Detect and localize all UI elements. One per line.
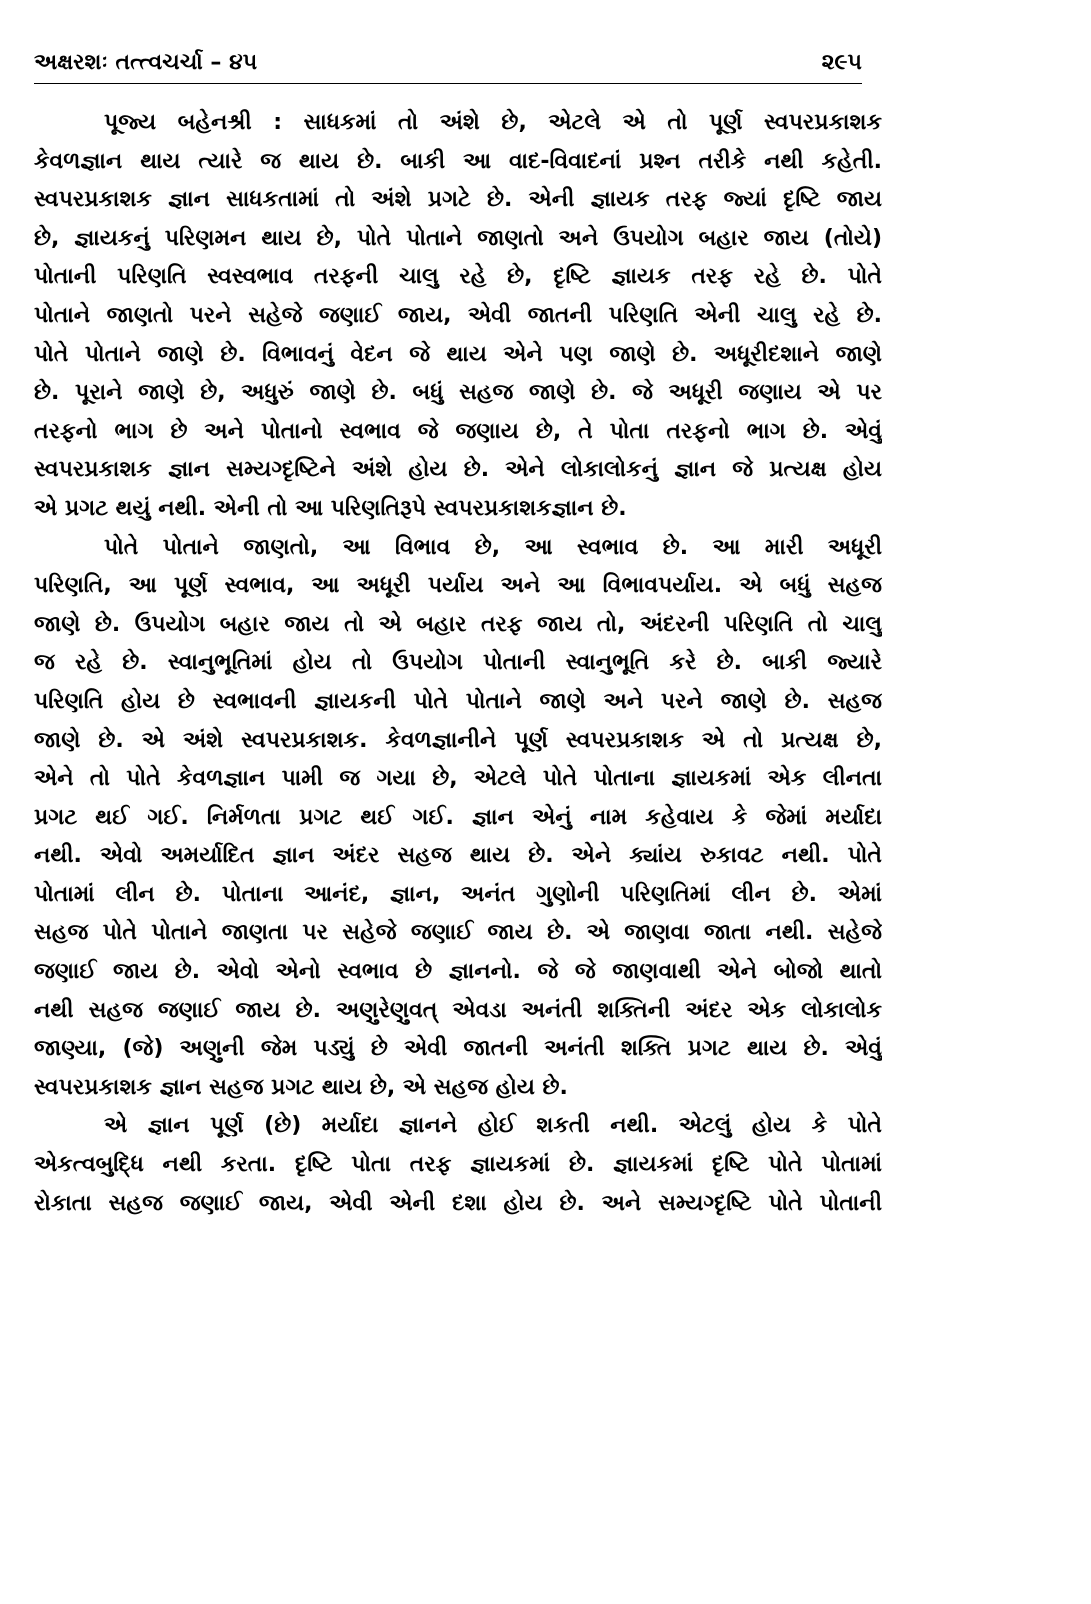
text-line: એને તો પોતે કેવળજ્ઞાન પામી જ ગયા છે, એટલે પોતે પોતાના જ્ઞાયકમાં એક લીનતા — [34, 766, 882, 792]
text-line: પોતે પોતાને જાણે છે. વિભાવનું વેદન જે થાય એને પણ જાણે છે. અધૂરીદશાને જાણે — [34, 341, 882, 367]
paragraph-3 — [34, 1107, 882, 1223]
text-line: સહજ પોતે પોતાને જાણતા પર સહેજે જણાઈ જાય છે. એ જાણવા જાતા નથી. સહેજે — [34, 920, 882, 946]
text-line: એ જ્ઞાન પૂર્ણ (છે) મર્યાદા જ્ઞાનને હોઈ શકતી નથી. એટલું હોય કે પોતે — [104, 1113, 882, 1139]
body-text — [34, 104, 882, 1223]
text-line: પૂજ્ય બહેનશ્રી : સાધકમાં તો અંશે છે, એટલે એ તો પૂર્ણ સ્વપરપ્રકાશક — [104, 110, 882, 135]
text-line: છે, જ્ઞાયકનું પરિણમન થાય છે, પોતે પોતાને જાણતો અને ઉપયોગ બહાર જાય (તોયે) — [34, 225, 882, 251]
text-line: સ્વપરપ્રકાશક જ્ઞાન સમ્યગ્દૃષ્ટિને અંશે હોય છે. એને લોકાલોકનું જ્ઞાન જે પ્રત્યક્ષ હોય — [34, 457, 882, 483]
text-line: નથી સહજ જણાઈ જાય છે. અણુરેણુવત્ એવડા અનંતી શક્તિની અંદર એક લોકાલોક — [34, 997, 882, 1023]
text-line: પરિણતિ હોય છે સ્વભાવની જ્ઞાયકની પોતે પોતાને જાણે અને પરને જાણે છે. સહજ — [34, 688, 882, 714]
text-line: એ પ્રગટ થયું નથી. એની તો આ પરિણતિરૂપે સ્વપરપ્રકાશકજ્ઞાન છે. — [34, 495, 627, 521]
text-line: રોકાતા સહજ જણાઈ જાય, એવી એની દશા હોય છે. અને સમ્યગ્દૃષ્ટિ પોતે પોતાની — [34, 1190, 882, 1216]
header-title: અક્ષરશઃ તત્ત્વચર્ચા – ૪૫ — [34, 50, 258, 75]
text-line: પોતાની પરિણતિ સ્વસ્વભાવ તરફની ચાલુ રહે છે, દૃષ્ટિ જ્ઞાયક તરફ રહે છે. પોતે — [34, 264, 882, 290]
text-line: પોતામાં લીન છે. પોતાના આનંદ, જ્ઞાન, અનંત ગુણોની પરિણતિમાં લીન છે. એમાં — [34, 881, 882, 907]
text-line: પોતાને જાણતો પરને સહેજે જણાઈ જાય, એવી જાતની પરિણતિ એની ચાલુ રહે છે. — [34, 302, 882, 328]
text-line: સ્વપરપ્રકાશક જ્ઞાન સાધકતામાં તો અંશે પ્રગટે છે. એની જ્ઞાયક તરફ જ્યાં દૃષ્ટિ જાય — [34, 187, 882, 213]
text-line: જાણ્યા, (જે) અણુની જેમ પડ્યું છે એવી જાતની અનંતી શક્તિ પ્રગટ થાય છે. એવું — [34, 1036, 882, 1062]
text-line: એકત્વબુદ્ધિ નથી કરતા. દૃષ્ટિ પોતા તરફ જ્ઞાયકમાં છે. જ્ઞાયકમાં દૃષ્ટિ પોતે પોતામાં — [34, 1152, 882, 1178]
text-line: જાણે છે. ઉપયોગ બહાર જાય તો એ બહાર તરફ જાય તો, અંદરની પરિણતિ તો ચાલુ — [34, 611, 882, 637]
text-line: નથી. એવો અમર્યાદિત જ્ઞાન અંદર સહજ થાય છે. એને ક્યાંય રુકાવટ નથી. પોતે — [34, 843, 882, 869]
text-line: જણાઈ જાય છે. એવો એનો સ્વભાવ છે જ્ઞાનનો. જે જે જાણવાથી એને બોજો થાતો — [34, 959, 882, 985]
text-line: પરિણતિ, આ પૂર્ણ સ્વભાવ, આ અધૂરી પર્યાય અને આ વિભાવપર્યાય. એ બધું સહજ — [34, 573, 882, 599]
text-line: સ્વપરપ્રકાશક જ્ઞાન સહજ પ્રગટ થાય છે, એ સહજ હોય છે. — [34, 1074, 568, 1100]
text-line: પ્રગટ થઈ ગઈ. નિર્મળતા પ્રગટ થઈ ગઈ. જ્ઞાન એનું નામ કહેવાય કે જેમાં મર્યાદા — [34, 804, 882, 830]
text-line: જાણે છે. એ અંશે સ્વપરપ્રકાશક. કેવળજ્ઞાનીને પૂર્ણ સ્વપરપ્રકાશક એ તો પ્રત્યક્ષ છે, — [34, 727, 882, 753]
text-line: છે. પૂરાને જાણે છે, અધુરું જાણે છે. બધું સહજ જાણે છે. જે અધૂરી જણાય એ પર — [34, 380, 882, 406]
text-line: તરફનો ભાગ છે અને પોતાનો સ્વભાવ જે જણાય છે, તે પોતા તરફનો ભાગ છે. એવું — [34, 418, 882, 444]
page-number: ૨૯૫ — [821, 50, 862, 75]
text-line: કેવળજ્ઞાન થાય ત્યારે જ થાય છે. બાકી આ વાદ-વિવાદનાં પ્રશ્ન તરીકે નથી કહેતી. — [34, 148, 882, 174]
header-divider — [34, 83, 862, 84]
paragraph-2 — [34, 529, 882, 1108]
running-header — [34, 48, 862, 84]
text-line: જ રહે છે. સ્વાનુભૂતિમાં હોય તો ઉપયોગ પોતાની સ્વાનુભૂતિ કરે છે. બાકી જ્યારે — [34, 650, 882, 676]
text-line: પોતે પોતાને જાણતો, આ વિભાવ છે, આ સ્વભાવ છે. આ મારી અધૂરી — [104, 534, 882, 560]
paragraph-1 — [34, 104, 882, 529]
